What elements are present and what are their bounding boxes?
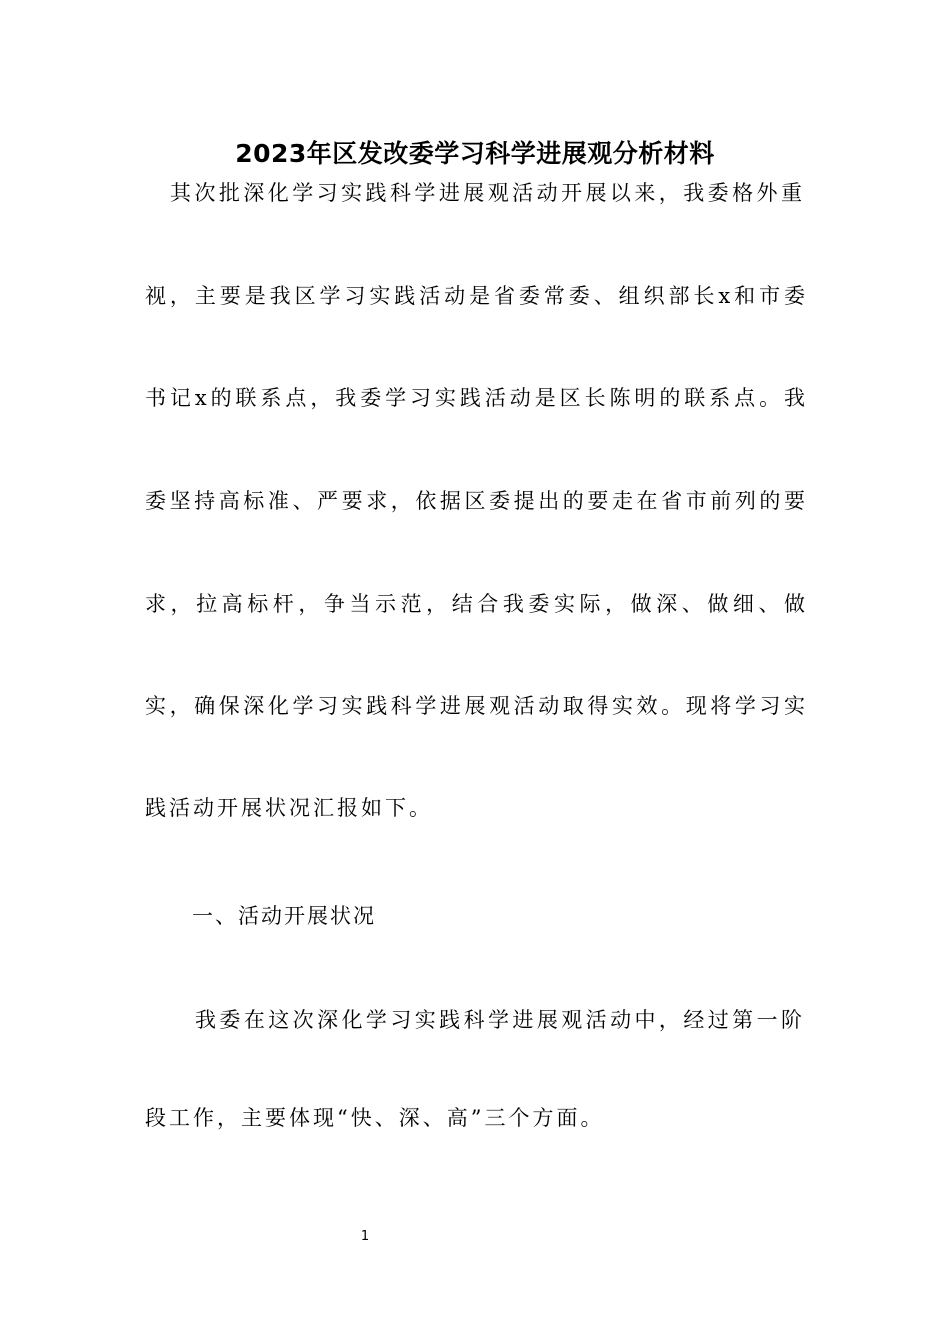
document-title: 2023年区发改委学习科学进展观分析材料	[235, 139, 715, 168]
paragraph-line: 我委在这次深化学习实践科学进展观活动中，经过第一阶	[195, 1008, 802, 1032]
paragraph-line: 求，拉高标杆，争当示范，结合我委实际，做深、做细、做	[145, 592, 805, 616]
paragraph-line: 实，确保深化学习实践科学进展观活动取得实效。现将学习实	[145, 694, 805, 718]
paragraph-line: 视，主要是我区学习实践活动是省委常委、组织部长x和市委	[145, 284, 805, 308]
paragraph-line: 委坚持高标准、严要求，依据区委提出的要走在省市前列的要	[145, 489, 805, 513]
section-heading: 一、活动开展状况	[192, 904, 376, 928]
paragraph-line: 书记x的联系点，我委学习实践活动是区长陈明的联系点。我	[145, 386, 805, 410]
page-number: 1	[360, 1229, 370, 1244]
paragraph-line: 践活动开展状况汇报如下。	[145, 796, 433, 820]
paragraph-line: 其次批深化学习实践科学进展观活动开展以来，我委格外重	[170, 181, 802, 205]
paragraph-line: 段工作，主要体现“快、深、高”三个方面。	[145, 1106, 605, 1130]
